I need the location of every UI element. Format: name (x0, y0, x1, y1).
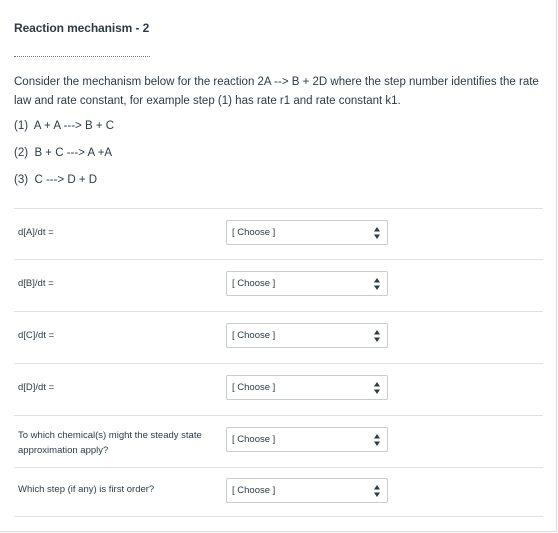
answer-label-steady-state: To which chemical(s) might the steady state approximation apply? (18, 430, 202, 456)
answer-label-dcdt: d[C]/dt = (18, 330, 55, 341)
answer-select-steady-state[interactable] (226, 427, 388, 452)
answer-select-dddt[interactable] (226, 375, 388, 400)
mechanism-step-1: (1) A + A ---> B + C (14, 120, 115, 132)
answer-select-dbdt[interactable] (226, 271, 388, 296)
answer-label-dadt: d[A]/dt = (18, 227, 54, 238)
mechanism-step-2: (2) B + C ---> A +A (14, 147, 113, 159)
answers-bottom-divider (14, 516, 543, 517)
select-value: [ Choose ] (232, 330, 276, 341)
answer-select-dcdt[interactable] (226, 323, 388, 348)
select-value: [ Choose ] (232, 382, 276, 393)
answer-row-dcdt (14, 311, 543, 363)
answer-label-dbdt: d[B]/dt = (18, 278, 54, 289)
answer-select-first-order[interactable] (226, 478, 388, 503)
answer-row-dadt (14, 208, 543, 260)
mechanism-step-3: (3) C ---> D + D (14, 174, 98, 186)
answer-label-dddt: d[D]/dt = (18, 382, 55, 393)
select-value: [ Choose ] (232, 485, 276, 496)
up-down-arrows-icon (373, 381, 381, 395)
select-value: [ Choose ] (232, 278, 276, 289)
up-down-arrows-icon (373, 329, 381, 343)
select-value: [ Choose ] (232, 434, 276, 445)
answer-row-steady-state (14, 415, 543, 467)
up-down-arrows-icon (373, 433, 381, 447)
question-prompt: Consider the mechanism below for the reaction 2A --> B + 2D where the step number identifies the rate law and rate constant, for example step (1) has rate r1 and rate constant k1. (14, 76, 539, 107)
answer-row-first-order (14, 467, 543, 519)
title-dotted-separator (14, 56, 150, 57)
question-title: Reaction mechanism - 2 (14, 21, 150, 35)
answer-row-dddt (14, 363, 543, 415)
answer-label-first-order: Which step (if any) is first order? (18, 484, 155, 495)
select-value: [ Choose ] (232, 227, 276, 238)
up-down-arrows-icon (373, 226, 381, 240)
up-down-arrows-icon (373, 484, 381, 498)
answer-row-dbdt (14, 259, 543, 311)
up-down-arrows-icon (373, 277, 381, 291)
answer-select-dadt[interactable] (226, 220, 388, 245)
